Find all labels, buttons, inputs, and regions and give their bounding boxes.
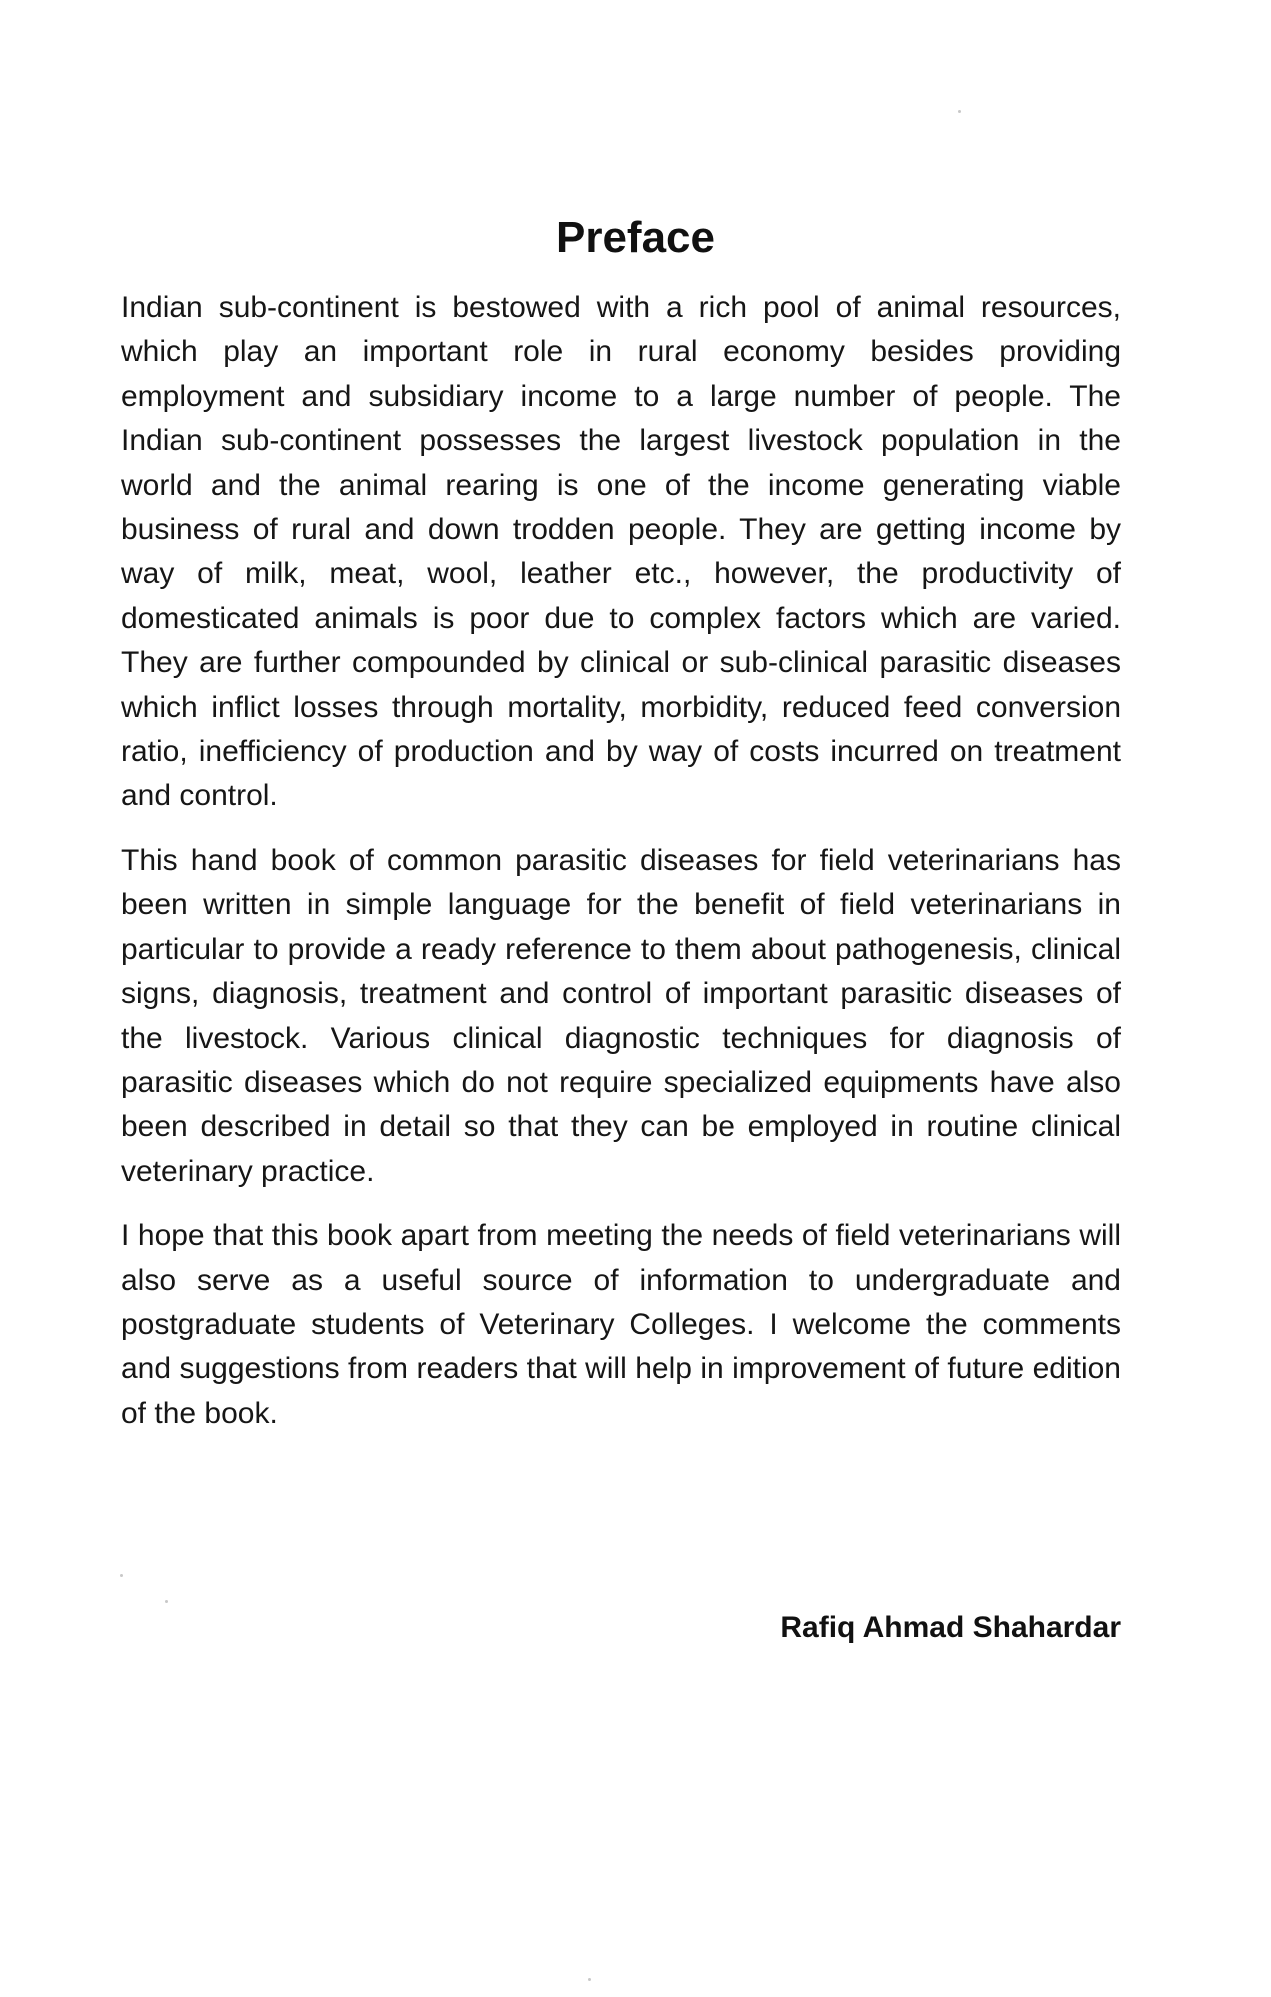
page-title: Preface	[555, 213, 715, 262]
scan-speck	[165, 1600, 168, 1603]
scan-speck	[958, 110, 961, 113]
scan-speck	[120, 1574, 123, 1577]
preface-body	[121, 286, 1121, 1456]
paragraph-3: I hope that this book apart from meeting the needs of field veterinarians will also serve as a useful source of information to undergraduate and postgraduate students of Veterinary Colleges. I welcome the comments and suggestions from readers that will help in improvement of future edition of the book.	[121, 1219, 1121, 1430]
paragraph-1: Indian sub-continent is bestowed with a rich pool of animal resources, which play an important role in rural economy besides providing employment and subsidiary income to a large number of people. The Indian sub-continent possesses the largest livestock population in the world and the animal rearing is one of the income generating viable business of rural and down trodden people. They are getting income by way of milk, meat, wool, leather etc., however, the productivity of domesticated animals is poor due to complex factors which are varied. They are further compounded by clinical or sub-clinical parasitic diseases which inflict losses through mortality, morbidity, reduced feed conversion ratio, inefficiency of production and by way of costs incurred on treatment and control.	[121, 291, 1121, 813]
scan-speck	[588, 1978, 591, 1981]
author-signature: Rafiq Ahmad Shahardar	[780, 1611, 1121, 1644]
paragraph-2: This hand book of common parasitic diseases for field veterinarians has been written in simple language for the benefit of field veterinarians in particular to provide a ready reference to them about pathogenesis, clinical signs, diagnosis, treatment and control of important parasitic diseases of the livestock. Various clinical diagnostic techniques for diagnosis of parasitic diseases which do not require specialized equipments have also been described in detail so that they can be employed in routine clinical veterinary practice.	[121, 843, 1121, 1188]
